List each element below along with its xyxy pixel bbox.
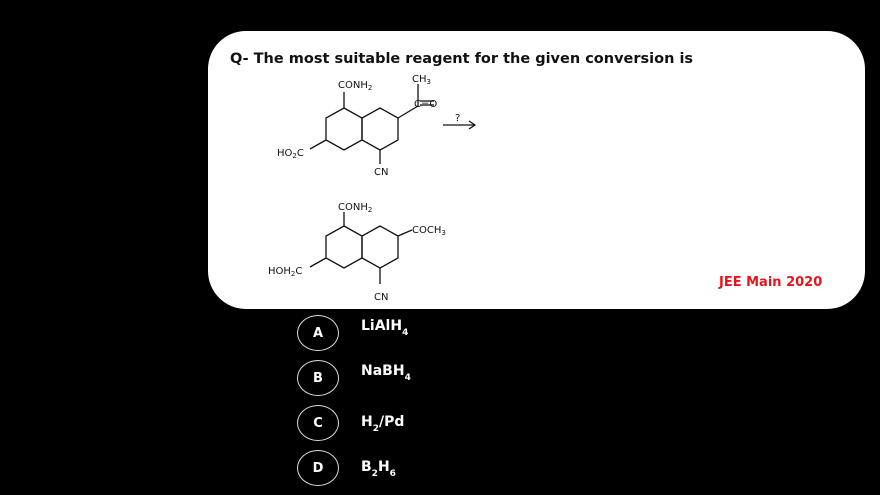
reactant-ho2c: $HO_2C$ <box>277 148 304 160</box>
option-a-text[interactable]: LiAlH$_4$ <box>361 318 409 338</box>
reactant-carbonyl: C=O <box>414 99 438 110</box>
option-b-text[interactable]: NaBH$_4$ <box>361 363 411 383</box>
reactant-cn: CN <box>374 167 389 178</box>
product-coch3: $COCH_3$ <box>412 225 446 237</box>
option-b-button[interactable]: B <box>297 360 339 396</box>
product-ring-left <box>326 226 362 268</box>
product-ring-right <box>362 226 398 268</box>
option-c-text[interactable]: $H_2/Pd$ <box>361 414 405 434</box>
arrow-label: ? <box>455 113 461 124</box>
exam-source-label: JEE Main 2020 <box>719 275 823 290</box>
question-text: Q- The most suitable reagent for the given conversion is <box>230 51 694 67</box>
product-hoh2c: $HOH_2C$ <box>268 266 303 278</box>
reactant-conh2: $CONH_2$ <box>338 80 373 92</box>
reactant-ring-right <box>362 108 398 150</box>
option-c-button[interactable]: C <box>297 405 339 441</box>
option-d-text[interactable]: $B_2H_6$ <box>361 459 396 479</box>
option-d-button[interactable]: D <box>297 450 339 486</box>
option-a-button[interactable]: A <box>297 315 339 351</box>
reactant-ring-left <box>326 108 362 150</box>
product-cn: CN <box>374 292 389 303</box>
product-conh2: $CONH_2$ <box>338 202 373 214</box>
reactant-ch3: $CH_3$ <box>412 74 431 86</box>
